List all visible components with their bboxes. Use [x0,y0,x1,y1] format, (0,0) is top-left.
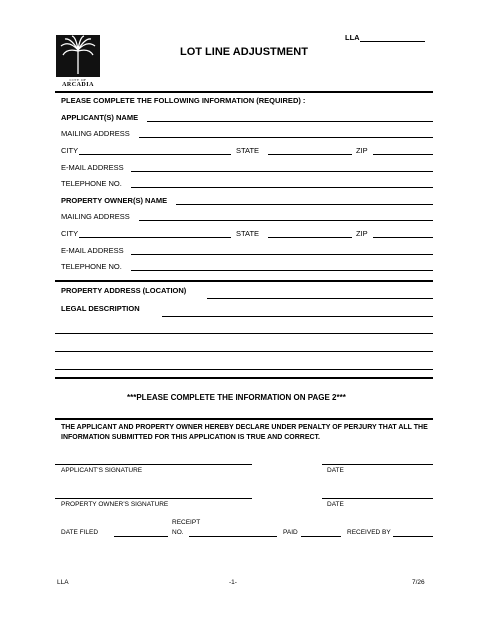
logo-text-main: ARCADIA [62,82,94,88]
legal-description-line-3[interactable] [55,351,433,352]
receipt-label: RECEIPT [172,519,201,526]
owner-zip-field[interactable] [373,237,433,238]
legal-description-line-1[interactable] [162,316,433,317]
owner-state-label: STATE [236,229,260,238]
owner-date-label: DATE [327,501,344,508]
owner-signature-label: PROPERTY OWNER’S SIGNATURE [61,501,169,508]
property-address-field[interactable] [207,298,433,299]
owner-telephone-label: TELEPHONE NO. [61,262,122,271]
owner-name-label: PROPERTY OWNER(S) NAME [61,196,168,205]
declaration-line-2: INFORMATION SUBMITTED FOR THIS APPLICATION IS TRUE AND CORRECT. [61,434,320,441]
section-divider [55,418,433,420]
page-title: LOT LINE ADJUSTMENT [180,46,308,58]
owner-email-label: E-MAIL ADDRESS [61,246,124,255]
telephone-label: TELEPHONE NO. [61,179,122,188]
applicant-name-label: APPLICANT(S) NAME [61,113,139,122]
city-label: CITY [61,146,79,155]
section-divider [55,280,433,282]
email-label: E-MAIL ADDRESS [61,163,124,172]
page-2-notice: ***PLEASE COMPLETE THE INFORMATION ON PAGE 2*** [127,393,346,402]
paid-label: PAID [283,529,298,536]
lla-code-label: LLA [345,33,360,42]
mailing-address-field[interactable] [139,137,433,138]
received-by-label: RECEIVED BY [347,529,391,536]
page-number: -1- [229,579,237,586]
zip-label: ZIP [356,146,368,155]
footer-right: 7/26 [412,579,425,586]
date-filed-field[interactable] [114,536,168,537]
footer-left: LLA [57,579,69,586]
owner-email-field[interactable] [131,254,433,255]
date-filed-label: DATE FILED [61,529,99,536]
owner-zip-label: ZIP [356,229,368,238]
owner-date-field[interactable] [322,498,433,499]
receipt-no-label: NO. [172,529,184,536]
logo-text [55,78,101,88]
owner-mailing-address-label: MAILING ADDRESS [61,212,130,221]
legal-description-line-2[interactable] [55,333,433,334]
applicant-date-field[interactable] [322,464,433,465]
lla-code-field[interactable] [360,41,425,42]
owner-mailing-address-field[interactable] [139,220,433,221]
owner-telephone-field[interactable] [131,270,433,271]
palm-tree-icon [55,34,101,78]
state-label: STATE [236,146,260,155]
mailing-address-label: MAILING ADDRESS [61,129,130,138]
owner-city-field[interactable] [79,237,231,238]
required-instruction: PLEASE COMPLETE THE FOLLOWING INFORMATION (REQUIRED) : [61,96,306,105]
owner-state-field[interactable] [268,237,352,238]
legal-description-label: LEGAL DESCRIPTION [61,304,140,313]
section-divider [55,91,433,93]
owner-signature-field[interactable] [55,498,252,499]
logo-text-top: CITY OF [69,78,87,82]
state-field[interactable] [268,154,352,155]
received-by-field[interactable] [393,536,433,537]
section-divider [55,377,433,379]
telephone-field[interactable] [131,187,433,188]
city-field[interactable] [79,154,231,155]
email-field[interactable] [131,171,433,172]
zip-field[interactable] [373,154,433,155]
owner-city-label: CITY [61,229,79,238]
receipt-no-field[interactable] [189,536,277,537]
legal-description-line-4[interactable] [55,369,433,370]
declaration-line-1: THE APPLICANT AND PROPERTY OWNER HEREBY DECLARE UNDER PENALTY OF PERJURY THAT ALL THE [61,424,428,431]
applicant-name-field[interactable] [147,121,433,122]
owner-name-field[interactable] [176,204,433,205]
property-address-label: PROPERTY ADDRESS (LOCATION) [61,286,187,295]
applicant-signature-field[interactable] [55,464,252,465]
applicant-date-label: DATE [327,467,344,474]
paid-field[interactable] [301,536,341,537]
applicant-signature-label: APPLICANT’S SIGNATURE [61,467,143,474]
